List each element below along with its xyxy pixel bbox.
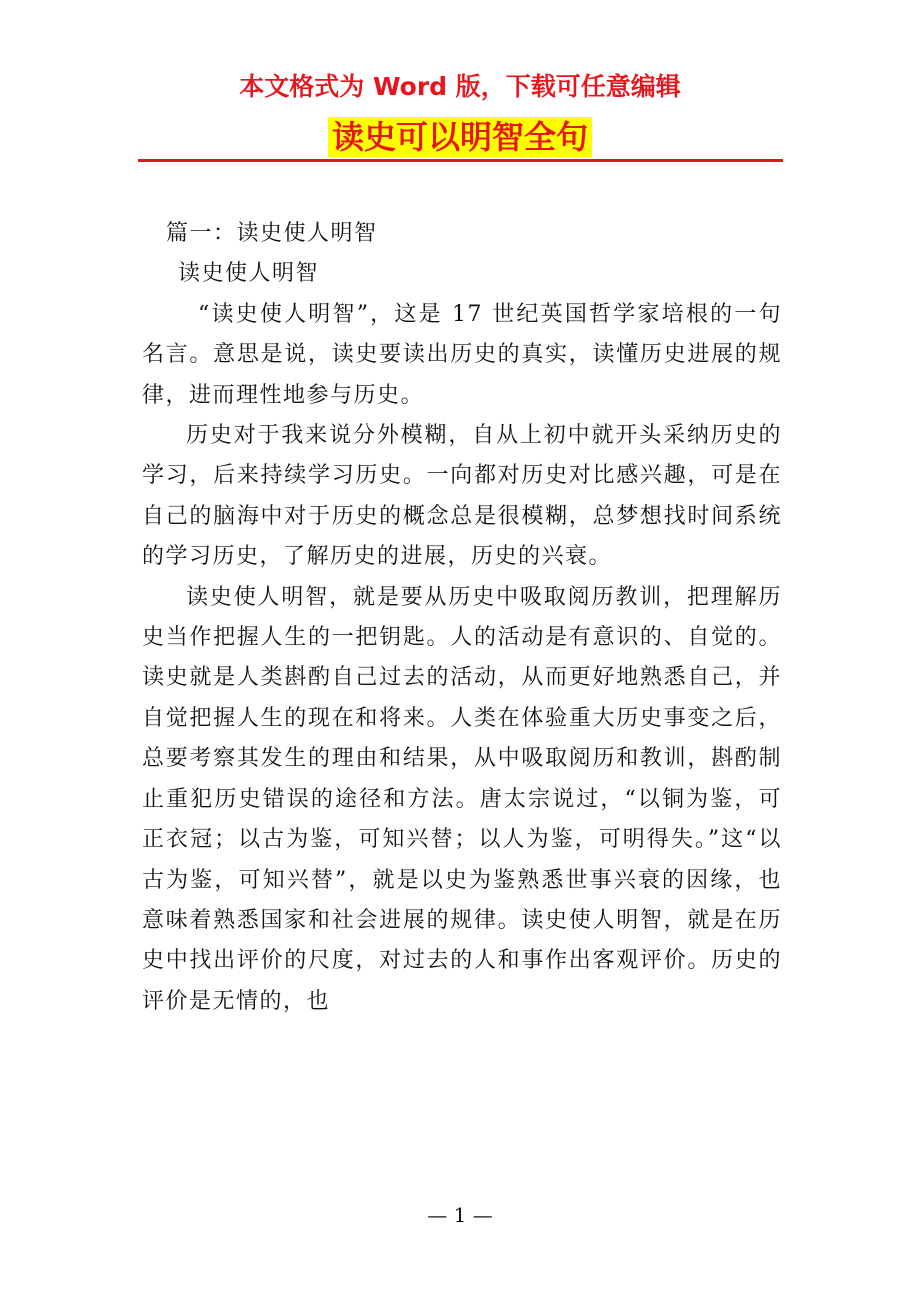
title-container — [0, 117, 920, 157]
paragraph: 读史使人明智，就是要从历史中吸取阅历教训，把理解历史当作把握人生的一把钥匙。人的活动是有意识的、自觉的。读史就是人类斟酌自己过去的活动，从而更好地熟悉自己，并自觉把握人生的现在和将来。人类在体验重大历史事变之后，总要考察其发生的理由和结果，从中吸取阅历和教训，斟酌制止重犯历史错误的途径和方法。唐太宗说过，“以铜为鉴，可正衣冠；以古为鉴，可知兴替；以人为鉴，可明得失。”这“以古为鉴，可知兴替”，就是以史为鉴熟悉世事兴衰的因缘，也意味着熟悉国家和社会进展的规律。读史使人明智，就是在历史中找出评价的尺度，对过去的人和事作出客观评价。历史的评价是无情的，也 — [142, 584, 782, 1014]
page-number: — 1 — — [427, 1203, 493, 1227]
article-subheading: 读史使人明智 — [178, 261, 320, 287]
document-body — [142, 214, 782, 1022]
document-title: 读史可以明智全句 — [328, 117, 592, 157]
format-notice: 本文格式为 Word 版，下载可任意编辑 — [239, 72, 681, 101]
title-divider — [138, 159, 783, 162]
paragraph: “读史使人明智”，这是 17 世纪英国哲学家培根的一句名言。意思是说，读史要读出历史的真实，读懂历史进展的规律，进而理性地参与历史。 — [142, 301, 782, 408]
section-heading: 篇一：读史使人明智 — [166, 221, 378, 246]
paragraph: 历史对于我来说分外模糊，自从上初中就开头采纳历史的学习，后来持续学习历史。一向都对历史对比感兴趣，可是在自己的脑海中对于历史的概念总是很模糊，总梦想找时间系统的学习历史，了解历史的进展，历史的兴衰。 — [142, 423, 782, 570]
